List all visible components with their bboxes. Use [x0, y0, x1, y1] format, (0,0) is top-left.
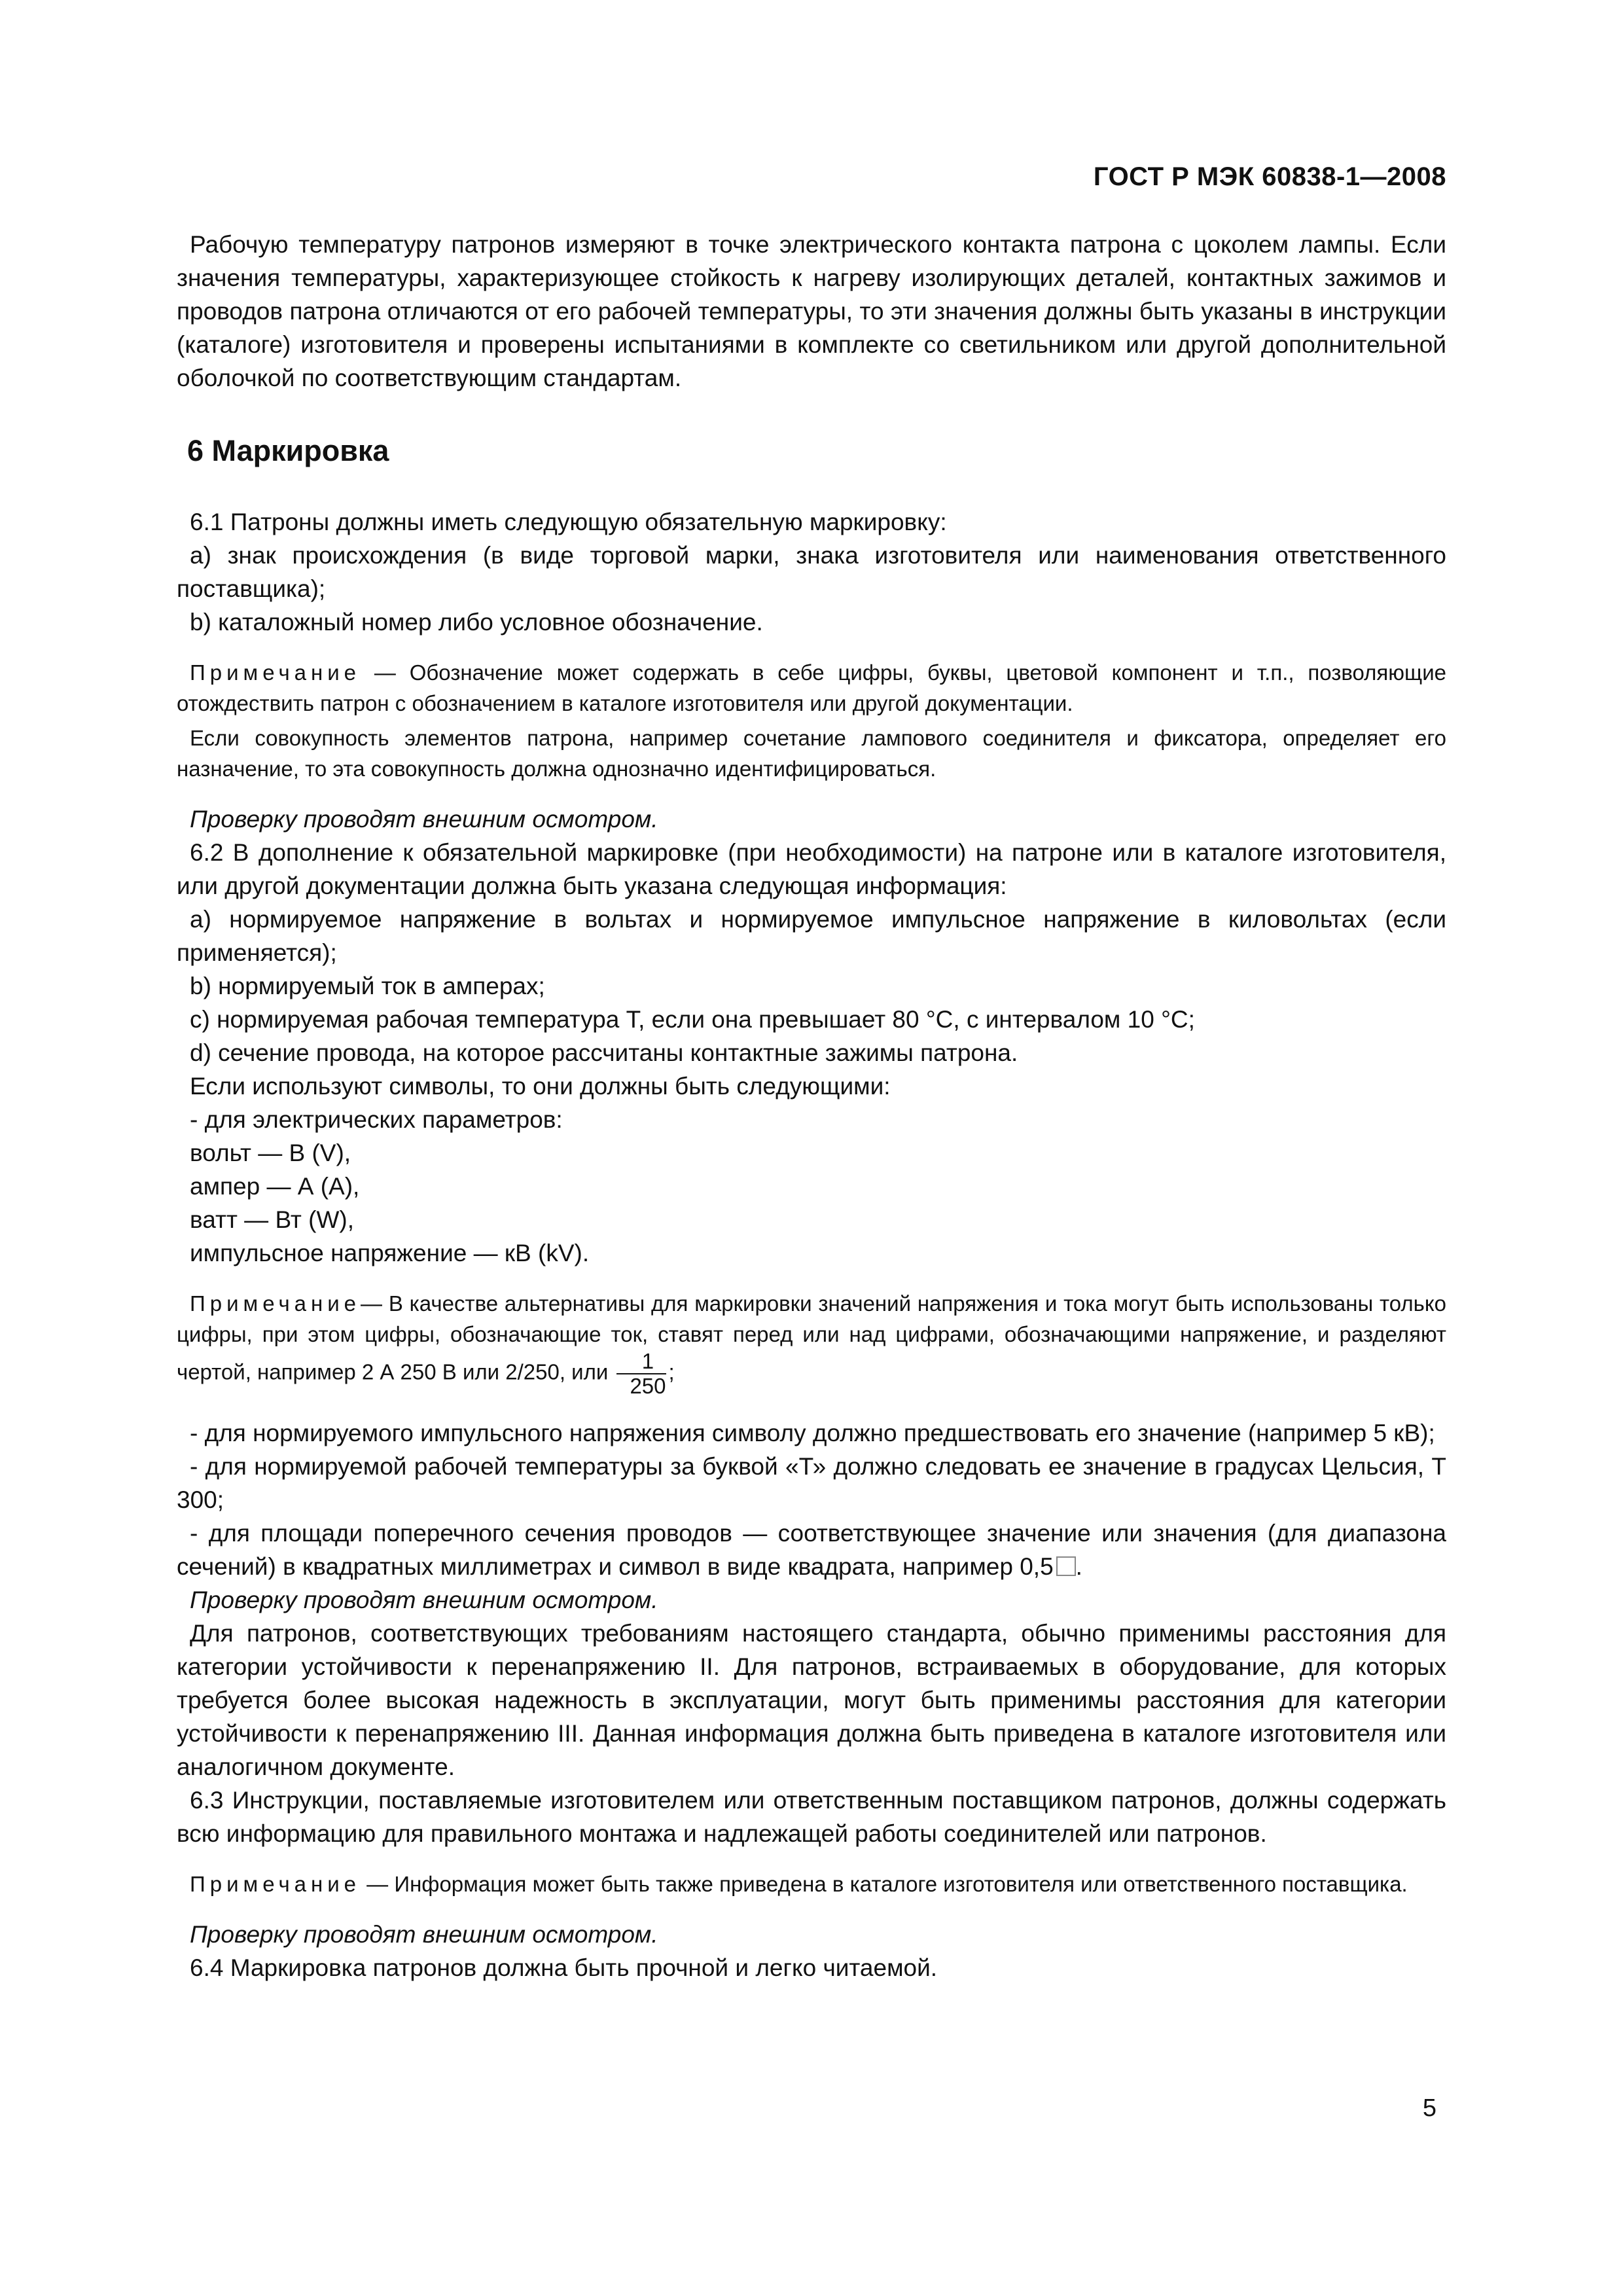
- note-3-text: — Информация может быть также приведена в каталоге изготовителя или ответственного поставщика.: [361, 1872, 1408, 1896]
- symbol-kilovolt: импульсное напряжение — кВ (kV).: [190, 1240, 590, 1266]
- note-1-continuation: Если совокупность элементов патрона, например сочетание лампового соединителя и фиксатора, определяет его назначение, то эта совокупность должна однозначно идентифицироваться.: [177, 726, 1446, 781]
- note-3: [177, 1869, 1446, 1899]
- note-label: Примечание: [190, 1291, 361, 1316]
- check-text-2: Проверку проводят внешним осмотром.: [190, 1587, 658, 1613]
- cross-section-end: .: [1075, 1553, 1082, 1580]
- page-content: [177, 228, 1446, 1984]
- note-1-text: — Обозначение может содержать в себе цифры, буквы, цветовой компонент и т.п., позволяющие отождествить патрон с обозначением в каталоге изготовителя или другой документации.: [177, 660, 1446, 715]
- symbols-intro: Если используют символы, то они должны быть следующими:: [190, 1073, 891, 1100]
- clause-6-4: 6.4 Маркировка патронов должна быть прочной и легко читаемой.: [190, 1954, 938, 1981]
- symbol-volt: вольт — В (V),: [190, 1139, 351, 1166]
- clause-6-2-a: а) нормируемое напряжение в вольтах и нормируемое импульсное напряжение в киловольтах (если применяется);: [177, 906, 1446, 966]
- fraction-numerator: 1: [616, 1350, 666, 1374]
- overvoltage-categories: Для патронов, соответствующих требованиям настоящего стандарта, обычно применимы расстояния для категории устойчивости к перенапряжению II. Для патронов, встраиваемых в оборудование, для которых требуется более высокая надежность в эксплуатации, могут быть применимы расстояния для категории устойчивости к перенапряжению III. Данная информация должна быть приведена в каталоге изготовителя или аналогичном документе.: [177, 1620, 1446, 1780]
- fraction: [616, 1350, 666, 1398]
- check-text-3: Проверку проводят внешним осмотром.: [190, 1921, 658, 1948]
- impulse-voltage-rule: - для нормируемого импульсного напряжения символу должно предшествовать его значение (например 5 кВ);: [190, 1420, 1435, 1446]
- temperature-rule: - для нормируемой рабочей температуры за буквой «Т» должно следовать ее значение в градусах Цельсия, Т 300;: [177, 1453, 1446, 1513]
- page-number: 5: [1422, 2094, 1436, 2122]
- note-label: Примечание: [190, 1872, 361, 1896]
- note-label: Примечание: [190, 660, 361, 685]
- clause-6-1-b: b) каталожный номер либо условное обозначение.: [190, 609, 763, 636]
- cross-section-rule: [177, 1516, 1446, 1583]
- symbol-ampere: ампер — А (А),: [190, 1173, 360, 1200]
- section-heading: 6 Маркировка: [187, 434, 389, 467]
- check-text: Проверку проводят внешним осмотром.: [190, 806, 658, 833]
- clause-6-1: 6.1 Патроны должны иметь следующую обязательную маркировку:: [190, 509, 947, 535]
- note-2: [177, 1288, 1446, 1398]
- fraction-denominator: 250: [630, 1374, 666, 1398]
- note-2-text: — В качестве альтернативы для маркировки значений напряжения и тока могут быть использованы только цифры, при этом цифры, обозначающие ток, ставят перед или над цифрами, обозначающими напряжение, и разделяют чертой, например 2 А 250 В или 2/250, или: [177, 1291, 1446, 1384]
- intro-paragraph: Рабочую температуру патронов измеряют в точке электрического контакта патрона с цоколем лампы. Если значения температуры, характеризующее стойкость к нагреву изолирующих деталей, контактных зажимов и проводов патрона отличаются от его рабочей температуры, то эти значения должны быть указаны в инструкции (каталоге) изготовителя и проверены испытаниями в комплекте со светильником или другой дополнительной оболочкой по соответствующим стандартам.: [177, 231, 1446, 391]
- cross-section-text: - для площади поперечного сечения проводов — соответствующее значение или значения (для диапазона сечений) в квадратных миллиметрах и символ в виде квадрата, например 0,5: [177, 1520, 1446, 1580]
- clause-6-2-d: d) сечение провода, на которое рассчитаны контактные зажимы патрона.: [190, 1039, 1018, 1066]
- standard-code-header: ГОСТ Р МЭК 60838-1—2008: [1093, 162, 1446, 191]
- clause-6-1-a: а) знак происхождения (в виде торговой марки, знака изготовителя или наименования ответственного поставщика);: [177, 542, 1446, 602]
- clause-6-3: 6.3 Инструкции, поставляемые изготовителем или ответственным поставщиком патронов, должны содержать всю информацию для правильного монтажа и надлежащей работы соединителей или патронов.: [177, 1787, 1446, 1847]
- clause-6-2: 6.2 В дополнение к обязательной маркировке (при необходимости) на патроне или в каталоге изготовителя, или другой документации должна быть указана следующая информация:: [177, 839, 1446, 899]
- note-1: [177, 657, 1446, 719]
- square-symbol-icon: [1056, 1556, 1076, 1576]
- symbols-electrical: - для электрических параметров:: [190, 1106, 563, 1133]
- clause-6-2-c: с) нормируемая рабочая температура T, если она превышает 80 °С, с интервалом 10 °С;: [190, 1006, 1195, 1033]
- symbol-watt: ватт — Вт (W),: [190, 1206, 354, 1233]
- note-2-end: ;: [668, 1359, 675, 1384]
- clause-6-2-b: b) нормируемый ток в амперах;: [190, 973, 545, 999]
